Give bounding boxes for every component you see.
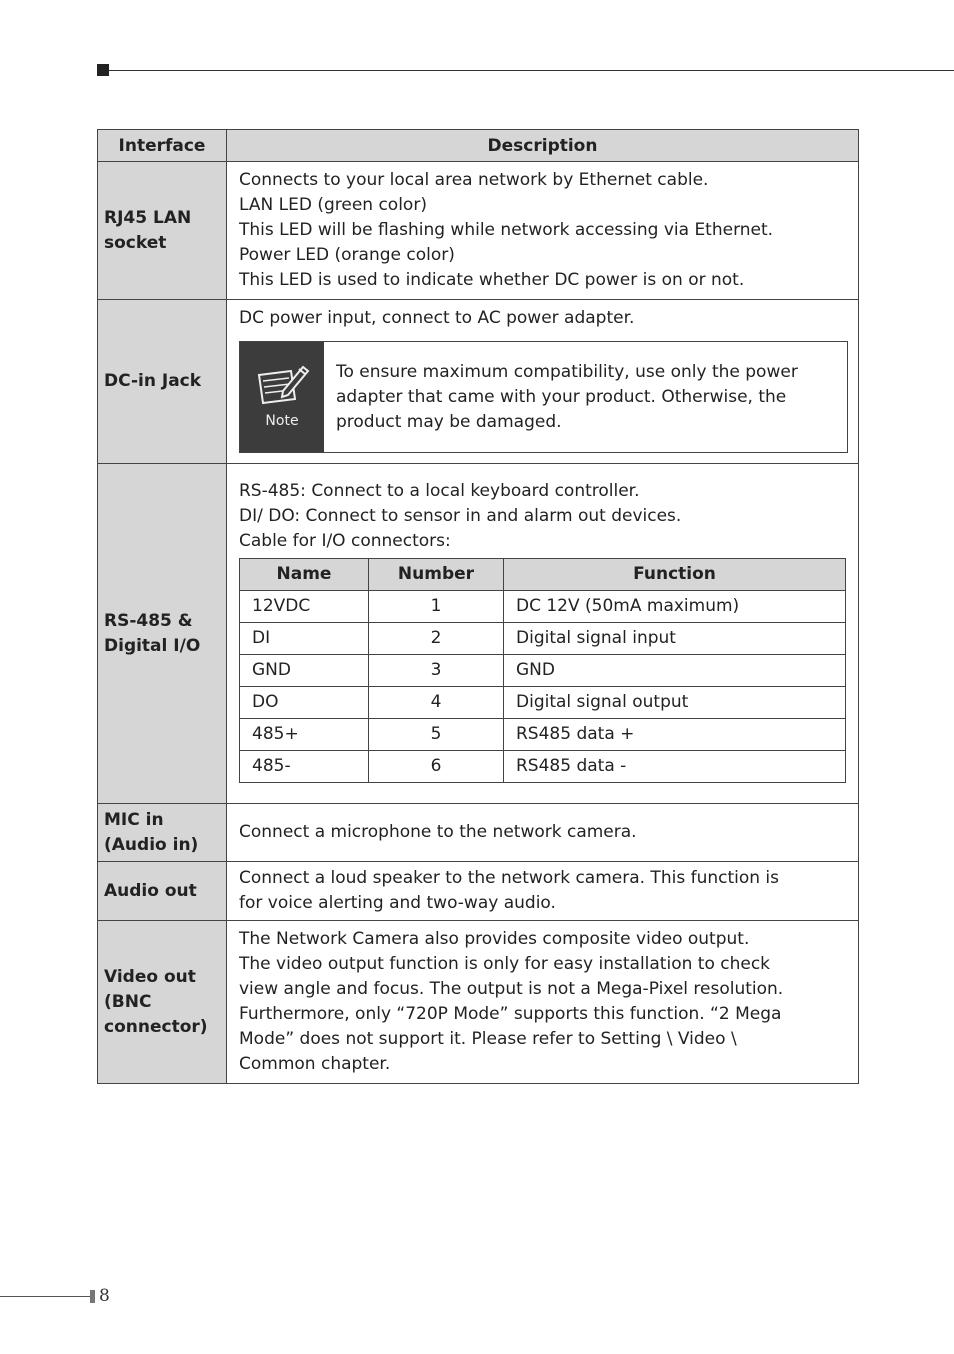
header-interface: Interface — [98, 130, 227, 162]
description-rj45: Connects to your local area network by Ethernet cable. LAN LED (green color) This LED will be flashing while network accessing via Ethernet. Power LED (orange color) This LED is used to indicate whether DC power is on or not. — [227, 162, 859, 300]
note-label: Note — [265, 412, 299, 429]
table-row: 485+ 5 RS485 data + — [240, 719, 846, 751]
note-box — [239, 341, 848, 453]
interface-rs485: RS-485 & Digital I/O — [98, 464, 227, 804]
row-audio-out — [98, 862, 859, 921]
table-row: 485- 6 RS485 data - — [240, 751, 846, 783]
description-rs485: RS-485: Connect to a local keyboard controller. DI/ DO: Connect to sensor in and alarm out devices. Cable for I/O connectors: Name Number Function 12VDC 1 DC 12V (50mA maximum) DI 2 Digital signal input GND 3 GND DO 4 Digital signal output 485+ 5 RS485 data + 485- 6 RS485 data - — [227, 464, 859, 804]
interface-table — [97, 129, 859, 1084]
row-video-out — [98, 921, 859, 1084]
table-header-row — [98, 130, 859, 162]
io-header-number: Number — [369, 559, 504, 591]
io-header-function: Function — [504, 559, 846, 591]
header-square-marker — [97, 64, 109, 76]
footer-marker — [90, 1290, 95, 1303]
table-row: 12VDC 1 DC 12V (50mA maximum) — [240, 591, 846, 623]
note-icon-panel — [240, 342, 324, 452]
header-rule — [109, 70, 954, 71]
description-mic: Connect a microphone to the network camera. — [227, 804, 859, 862]
row-mic — [98, 804, 859, 862]
note-pen-icon — [253, 361, 311, 407]
interface-rj45: RJ45 LAN socket — [98, 162, 227, 300]
row-rs485 — [98, 464, 859, 804]
description-video-out: The Network Camera also provides composite video output. The video output function is only for easy installation to check view angle and focus. The output is not a Mega-Pixel resolution. Furthermore, only “720P Mode” supports this function. “2 Mega Mode” does not support it. Please refer to Setting \ Video \ Common chapter. — [227, 921, 859, 1084]
description-audio-out: Connect a loud speaker to the network camera. This function is for voice alerting and two-way audio. — [227, 862, 859, 921]
note-text: To ensure maximum compatibility, use only the power adapter that came with your product. Otherwise, the product may be damaged. — [336, 362, 798, 432]
row-dcin — [98, 300, 859, 464]
io-header-row — [240, 559, 846, 591]
interface-mic: MIC in (Audio in) — [98, 804, 227, 862]
footer-rule — [0, 1296, 90, 1297]
io-header-name: Name — [240, 559, 369, 591]
description-dcin: DC power input, connect to AC power adapter. Note To ensure maximum compatibility, use only the power adapter that came with your product. Otherwise, the product may be damaged. — [227, 300, 859, 464]
io-connector-table — [239, 558, 846, 783]
interface-video-out: Video out (BNC connector) — [98, 921, 227, 1084]
table-row: DO 4 Digital signal output — [240, 687, 846, 719]
interface-dcin: DC-in Jack — [98, 300, 227, 464]
page-number: 8 — [99, 1286, 110, 1306]
interface-audio-out: Audio out — [98, 862, 227, 921]
header-description: Description — [227, 130, 859, 162]
row-rj45 — [98, 162, 859, 300]
table-row: DI 2 Digital signal input — [240, 623, 846, 655]
table-row: GND 3 GND — [240, 655, 846, 687]
